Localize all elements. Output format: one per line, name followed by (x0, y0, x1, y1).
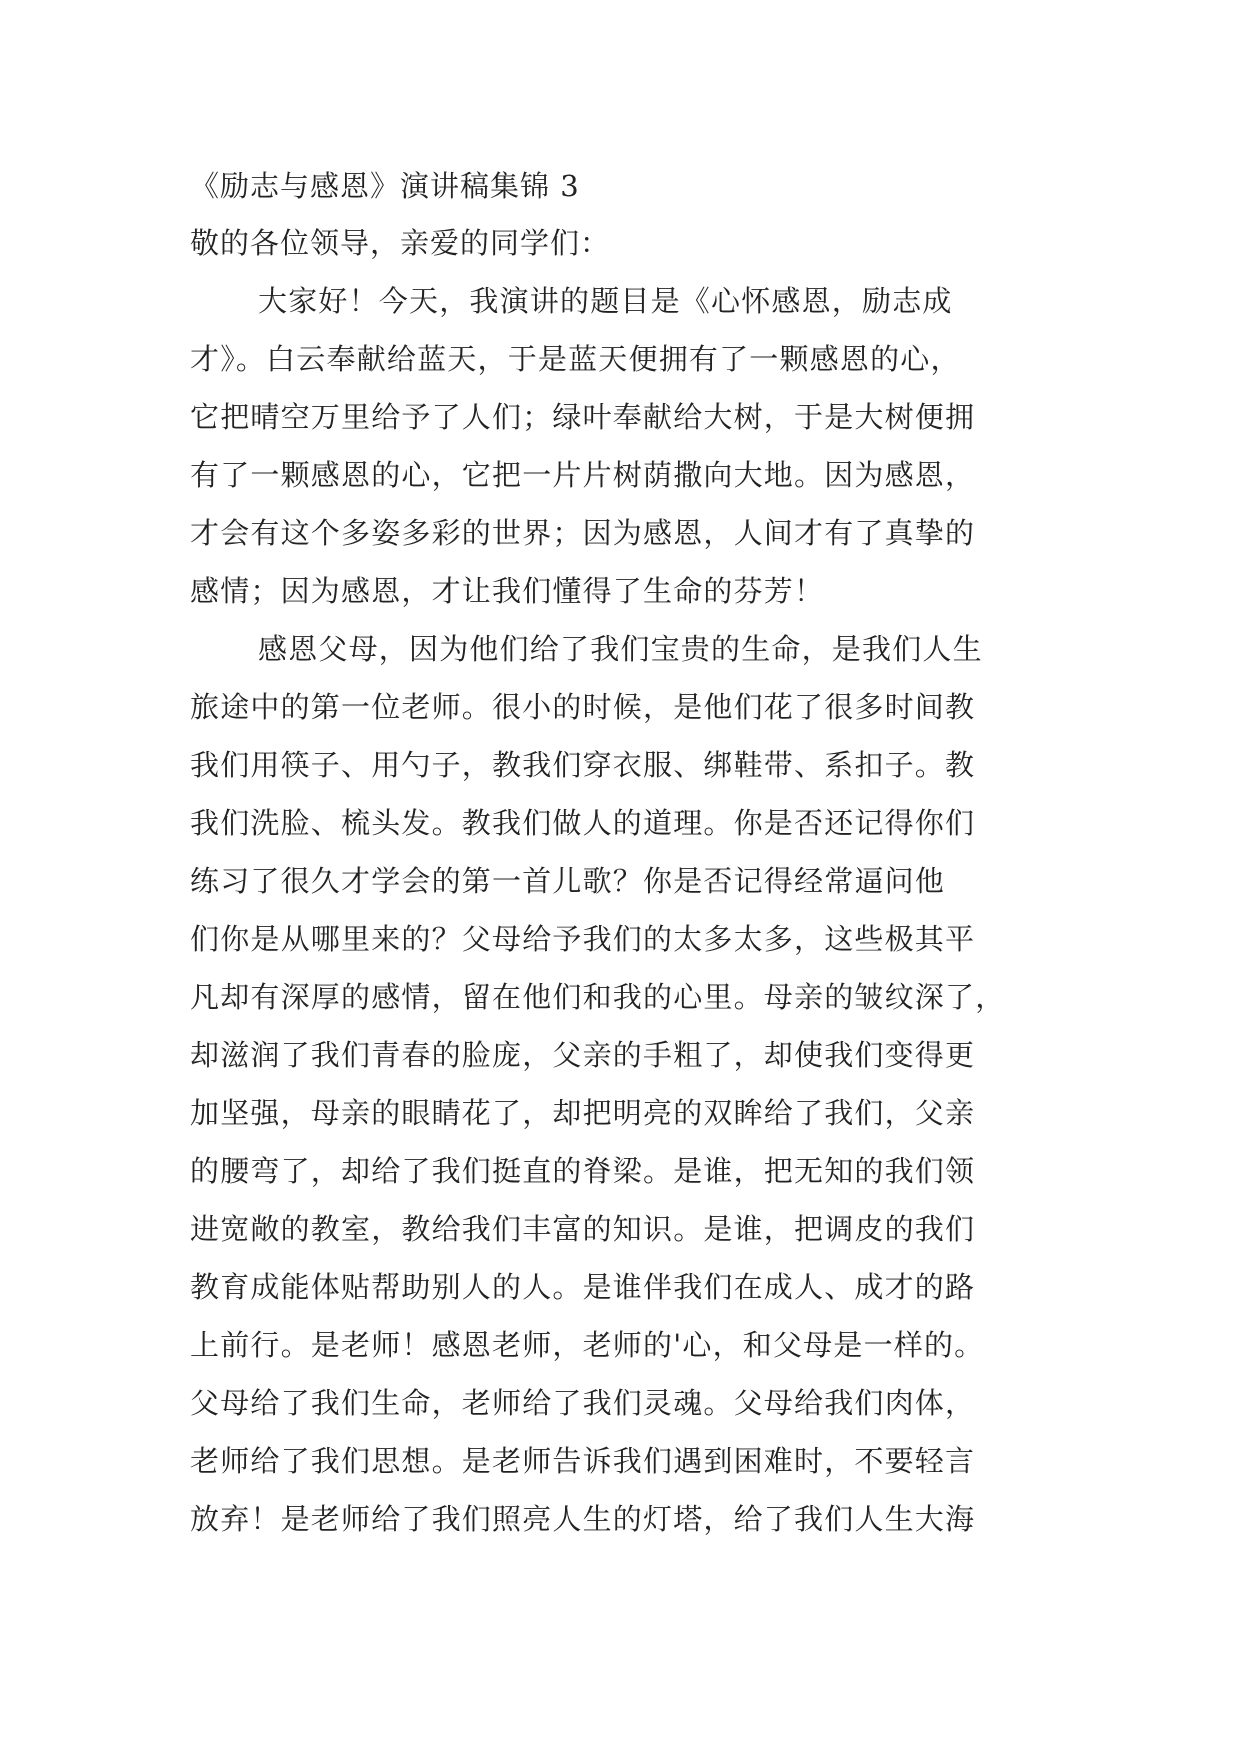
text-line: 我们用筷子、用勺子，教我们穿衣服、绑鞋带、系扣子。教 (190, 748, 976, 782)
paragraph-parents-teachers (190, 620, 1070, 1548)
paragraph-greeting (190, 272, 1070, 620)
text-line: 的腰弯了，却给了我们挺直的脊梁。是谁，把无知的我们领 (190, 1154, 976, 1188)
text-line: 大家好！今天，我演讲的题目是《心怀感恩，励志成 (258, 284, 953, 318)
text-line: 父母给了我们生命，老师给了我们灵魂。父母给我们肉体， (190, 1386, 976, 1420)
text-line: 我们洗脸、梳头发。教我们做人的道理。你是否还记得你们 (190, 806, 976, 840)
text-line: 感恩父母，因为他们给了我们宝贵的生命，是我们人生 (258, 632, 983, 666)
text-line: 旅途中的第一位老师。很小的时候，是他们花了很多时间教 (190, 690, 976, 724)
text-line: 练习了很久才学会的第一首儿歌？你是否记得经常逼问他 (190, 864, 946, 898)
text-line: 它把晴空万里给予了人们；绿叶奉献给大树，于是大树便拥 (190, 400, 976, 434)
text-line: 上前行。是老师！感恩老师，老师的'心，和父母是一样的。 (190, 1328, 985, 1362)
text-line: 凡却有深厚的感情，留在他们和我的心里。母亲的皱纹深了， (190, 980, 1006, 1014)
text-line: 才会有这个多姿多彩的世界；因为感恩，人间才有了真挚的 (190, 516, 976, 550)
text-line: 加坚强，母亲的眼睛花了，却把明亮的双眸给了我们，父亲 (190, 1096, 976, 1130)
text-line: 才》。白云奉献给蓝天，于是蓝天便拥有了一颗感恩的心， (190, 342, 961, 376)
document-title: 《励志与感恩》演讲稿集锦 3 (190, 169, 580, 203)
text-line: 感情；因为感恩，才让我们懂得了生命的芬芳！ (190, 574, 825, 608)
document-body (190, 158, 1070, 1548)
text-line: 放弃！是老师给了我们照亮人生的灯塔，给了我们人生大海 (190, 1502, 976, 1536)
text-line: 进宽敞的教室，教给我们丰富的知识。是谁，把调皮的我们 (190, 1212, 976, 1246)
salutation-line: 敬的各位领导，亲爱的同学们： (190, 226, 611, 260)
text-line: 有了一颗感恩的心，它把一片片树荫撒向大地。因为感恩， (190, 458, 976, 492)
text-line: 教育成能体贴帮助别人的人。是谁伴我们在成人、成才的路 (190, 1270, 976, 1304)
text-line: 老师给了我们思想。是老师告诉我们遇到困难时，不要轻言 (190, 1444, 976, 1478)
text-line: 却滋润了我们青春的脸庞，父亲的手粗了，却使我们变得更 (190, 1038, 976, 1072)
text-line: 们你是从哪里来的？父母给予我们的太多太多，这些极其平 (190, 922, 976, 956)
